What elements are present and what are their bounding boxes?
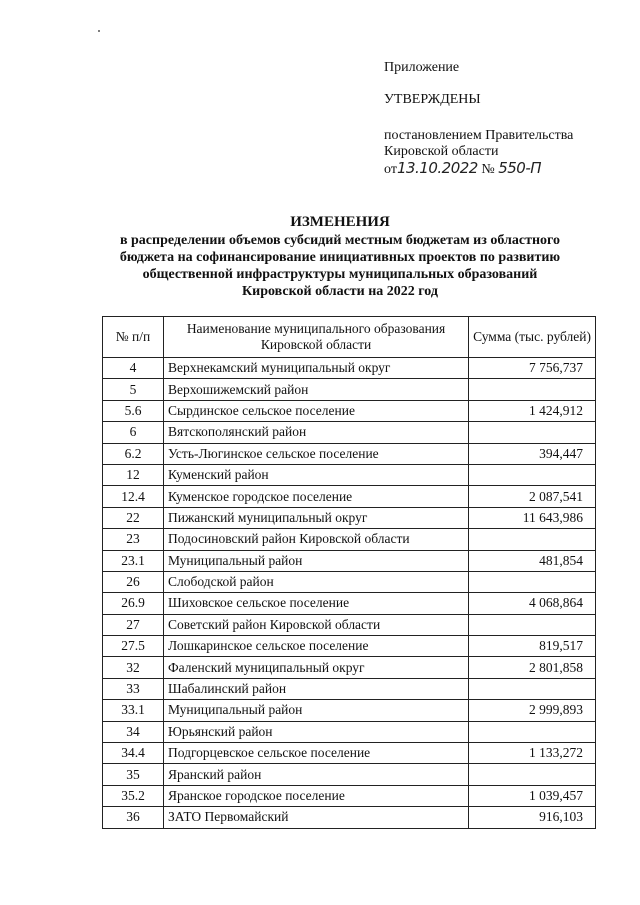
table-body <box>103 358 596 829</box>
approved-label: УТВЕРЖДЕНЫ <box>384 92 481 107</box>
row-sum: 1 424,912 <box>469 400 596 421</box>
row-sum <box>469 529 596 550</box>
row-name: Шабалинский район <box>164 678 469 699</box>
row-number: 23 <box>103 529 164 550</box>
table-row <box>103 400 596 421</box>
row-name: Куменское городское поселение <box>164 486 469 507</box>
row-number: 26.9 <box>103 593 164 614</box>
row-sum: 4 068,864 <box>469 593 596 614</box>
row-name: Сырдинское сельское поселение <box>164 400 469 421</box>
row-number: 33 <box>103 678 164 699</box>
row-sum <box>469 571 596 592</box>
row-sum: 394,447 <box>469 443 596 464</box>
table-row <box>103 807 596 828</box>
row-sum: 481,854 <box>469 550 596 571</box>
resolution-date-line <box>384 160 573 178</box>
handwritten-number: 550-П <box>498 159 542 177</box>
table-row <box>103 422 596 443</box>
appendix-label: Приложение <box>384 60 460 75</box>
row-name: Муниципальный район <box>164 700 469 721</box>
document-title <box>90 214 590 300</box>
row-sum: 2 801,858 <box>469 657 596 678</box>
table-row <box>103 614 596 635</box>
row-sum: 2 999,893 <box>469 700 596 721</box>
table-row <box>103 700 596 721</box>
row-number: 32 <box>103 657 164 678</box>
row-name: Советский район Кировской области <box>164 614 469 635</box>
table-row <box>103 464 596 485</box>
row-name: Муниципальный район <box>164 550 469 571</box>
table-row <box>103 764 596 785</box>
row-number: 33.1 <box>103 700 164 721</box>
row-name: Лошкаринское сельское поселение <box>164 636 469 657</box>
row-number: 26 <box>103 571 164 592</box>
row-sum: 2 087,541 <box>469 486 596 507</box>
table-row <box>103 529 596 550</box>
row-sum <box>469 614 596 635</box>
table-row <box>103 550 596 571</box>
row-number: 5 <box>103 379 164 400</box>
header-name: Наименование муниципального образования Кировской области <box>164 317 469 358</box>
row-sum <box>469 379 596 400</box>
row-number: 4 <box>103 358 164 379</box>
row-sum: 1 133,272 <box>469 743 596 764</box>
row-name: Слободской район <box>164 571 469 592</box>
row-number: 22 <box>103 507 164 528</box>
subsidies-table <box>102 316 596 829</box>
table-row <box>103 443 596 464</box>
resolution-line-1: постановлением Правительства <box>384 128 574 143</box>
title-line-2: бюджета на софинансирование инициативных проектов по развитию <box>119 250 561 265</box>
date-prefix: от <box>384 162 397 177</box>
table-row <box>103 593 596 614</box>
number-prefix: № <box>481 162 495 177</box>
row-sum <box>469 764 596 785</box>
title-line-1: в распределении объемов субсидий местным бюджетам из областного <box>119 233 561 248</box>
table-row <box>103 636 596 657</box>
row-name: Куменский район <box>164 464 469 485</box>
row-number: 34 <box>103 721 164 742</box>
row-number: 27.5 <box>103 636 164 657</box>
table-header-row <box>103 317 596 358</box>
resolution-line-2: Кировской области <box>384 144 499 159</box>
row-number: 23.1 <box>103 550 164 571</box>
row-number: 5.6 <box>103 400 164 421</box>
row-name: Верхнекамский муниципальный округ <box>164 358 469 379</box>
table-row <box>103 785 596 806</box>
table-row <box>103 379 596 400</box>
table-row <box>103 507 596 528</box>
table-row <box>103 571 596 592</box>
header-no: № п/п <box>103 317 164 358</box>
row-name: Юрьянский район <box>164 721 469 742</box>
row-number: 6.2 <box>103 443 164 464</box>
row-name: Шиховское сельское поселение <box>164 593 469 614</box>
row-number: 35 <box>103 764 164 785</box>
table-row <box>103 486 596 507</box>
approval-block <box>384 60 573 178</box>
row-sum <box>469 422 596 443</box>
row-name: Пижанский муниципальный округ <box>164 507 469 528</box>
row-name: Фаленский муниципальный округ <box>164 657 469 678</box>
title-line-4: Кировской области на 2022 год <box>242 284 438 299</box>
row-name: Вятскополянский район <box>164 422 469 443</box>
table-row <box>103 657 596 678</box>
row-number: 27 <box>103 614 164 635</box>
row-name: Подгорцевское сельское поселение <box>164 743 469 764</box>
handwritten-date: 13.10.2022 <box>396 159 478 177</box>
header-sum: Сумма (тыс. рублей) <box>469 317 596 358</box>
row-number: 12.4 <box>103 486 164 507</box>
row-number: 12 <box>103 464 164 485</box>
row-sum: 916,103 <box>469 807 596 828</box>
title-line-3: общественной инфраструктуры муниципальных образований <box>142 267 538 282</box>
row-number: 34.4 <box>103 743 164 764</box>
row-name: Подосиновский район Кировской области <box>164 529 469 550</box>
table-row <box>103 358 596 379</box>
row-sum <box>469 678 596 699</box>
row-sum: 819,517 <box>469 636 596 657</box>
row-number: 6 <box>103 422 164 443</box>
row-sum: 11 643,986 <box>469 507 596 528</box>
table-row <box>103 678 596 699</box>
table-row <box>103 743 596 764</box>
row-number: 36 <box>103 807 164 828</box>
table-row <box>103 721 596 742</box>
row-sum <box>469 464 596 485</box>
row-name: Яранский район <box>164 764 469 785</box>
row-sum: 7 756,737 <box>469 358 596 379</box>
scan-speck <box>98 30 100 32</box>
row-name: Верхошижемский район <box>164 379 469 400</box>
row-sum <box>469 721 596 742</box>
row-sum: 1 039,457 <box>469 785 596 806</box>
row-name: ЗАТО Первомайский <box>164 807 469 828</box>
title-heading: ИЗМЕНЕНИЯ <box>290 214 390 230</box>
row-name: Усть-Люгинское сельское поселение <box>164 443 469 464</box>
row-name: Яранское городское поселение <box>164 785 469 806</box>
row-number: 35.2 <box>103 785 164 806</box>
